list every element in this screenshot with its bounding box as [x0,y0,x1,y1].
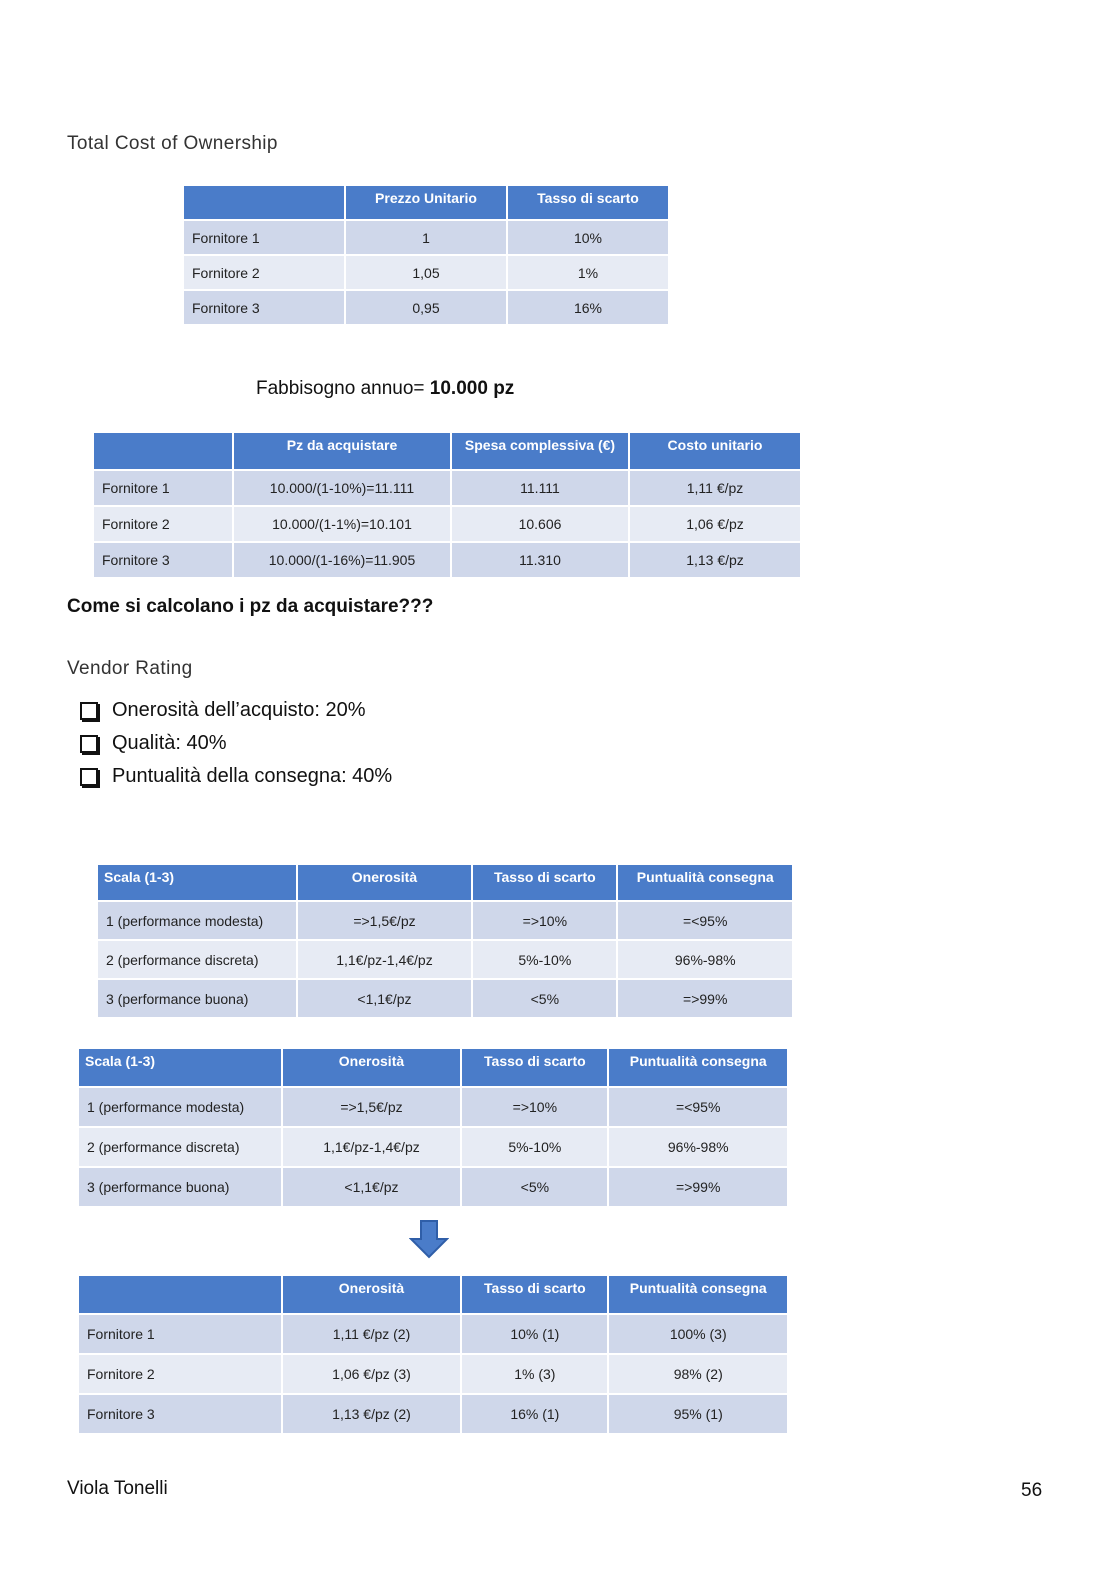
scale2-cell: =>10% [462,1088,607,1126]
table-row [184,221,668,254]
criterion-label: Qualità: 40% [112,732,227,754]
table2-cell: Fornitore 3 [94,543,232,577]
vendor-rating-heading: Vendor Rating [67,658,193,679]
scale2-cell: 96%-98% [609,1128,787,1166]
table-row [79,1088,787,1126]
scale2-cell: =>99% [609,1168,787,1206]
scale1-cell: <1,1€/pz [298,980,472,1017]
list-item [80,727,392,760]
scale1-cell: =<95% [618,902,792,939]
result-cell: 1% (3) [462,1355,607,1393]
table2-cell: 1,13 €/pz [630,543,800,577]
scale1-cell: 1 (performance modesta) [98,902,296,939]
tco-heading: Total Cost of Ownership [67,133,278,154]
table2-cell: 1,06 €/pz [630,507,800,541]
table-row [79,1315,787,1353]
price-scrap-table [182,184,670,326]
table-row [94,543,800,577]
result-cell: 95% (1) [609,1395,787,1433]
scale1-cell: =>1,5€/pz [298,902,472,939]
table2-cell: Fornitore 2 [94,507,232,541]
scale2-cell: 5%-10% [462,1128,607,1166]
table2-header-unit-cost: Costo unitario [630,433,800,469]
table-row [184,291,668,324]
table2-header-total-spend: Spesa complessiva (€) [452,433,628,469]
table1-header-price: Prezzo Unitario [346,186,506,219]
arrow-down-icon [409,1219,449,1259]
scale1-cell: =>99% [618,980,792,1017]
scale1-header-punctuality: Puntualità consegna [618,865,792,900]
table1-header-empty [184,186,344,219]
result-cell: Fornitore 2 [79,1355,281,1393]
scale1-cell: 1,1€/pz-1,4€/pz [298,941,472,978]
result-cell: 100% (3) [609,1315,787,1353]
result-cell: Fornitore 3 [79,1395,281,1433]
scale2-header-scrap: Tasso di scarto [462,1049,607,1086]
table2-cell: Fornitore 1 [94,471,232,505]
criterion-label: Puntualità della consegna: 40% [112,765,393,787]
scale1-header-scale: Scala (1-3) [98,865,296,900]
scale1-header-onerosita: Onerosità [298,865,472,900]
table-row [79,1355,787,1393]
result-header-empty [79,1276,281,1313]
scale2-header-punctuality: Puntualità consegna [609,1049,787,1086]
scale1-cell: 96%-98% [618,941,792,978]
scale1-cell: 3 (performance buona) [98,980,296,1017]
result-cell: 1,11 €/pz (2) [283,1315,461,1353]
result-header-punctuality: Puntualità consegna [609,1276,787,1313]
criteria-list [80,694,392,793]
scale2-cell: =>1,5€/pz [283,1088,461,1126]
result-header-scrap: Tasso di scarto [462,1276,607,1313]
annual-requirement-value: 10.000 pz [429,378,515,399]
result-cell: 98% (2) [609,1355,787,1393]
scale2-header-scale: Scala (1-3) [79,1049,281,1086]
scale2-cell: =<95% [609,1088,787,1126]
criterion-label: Onerosità dell’acquisto: 20% [112,699,366,721]
scale2-cell: 1,1€/pz-1,4€/pz [283,1128,461,1166]
table2-cell: 10.000/(1-10%)=11.111 [234,471,450,505]
table2-header-empty [94,433,232,469]
scale2-cell: 1 (performance modesta) [79,1088,281,1126]
page-number: 56 [1021,1480,1043,1501]
result-cell: 1,13 €/pz (2) [283,1395,461,1433]
table-row [94,471,800,505]
table2-cell: 10.000/(1-16%)=11.905 [234,543,450,577]
table-row [79,1168,787,1206]
purchase-cost-table [92,431,802,579]
result-cell: 1,06 €/pz (3) [283,1355,461,1393]
table2-cell: 11.111 [452,471,628,505]
table-row [79,1395,787,1433]
checkbox-bullet-icon [80,735,98,753]
table1-cell: Fornitore 1 [184,221,344,254]
annual-requirement-label: Fabbisogno annuo= [256,378,430,399]
scale1-header-scrap: Tasso di scarto [473,865,616,900]
annual-requirement [256,378,514,400]
footer-author: Viola Tonelli [67,1478,168,1499]
scale1-cell: 2 (performance discreta) [98,941,296,978]
checkbox-bullet-icon [80,702,98,720]
scale2-cell: <5% [462,1168,607,1206]
scale2-cell: 3 (performance buona) [79,1168,281,1206]
supplier-score-table [77,1274,789,1435]
scale2-cell: <1,1€/pz [283,1168,461,1206]
table1-cell: 1 [346,221,506,254]
scale2-cell: 2 (performance discreta) [79,1128,281,1166]
result-cell: 16% (1) [462,1395,607,1433]
table-row [79,1128,787,1166]
table-row [94,507,800,541]
table1-cell: Fornitore 2 [184,256,344,289]
scale1-cell: =>10% [473,902,616,939]
result-cell: Fornitore 1 [79,1315,281,1353]
table1-cell: 16% [508,291,668,324]
table1-header-scrap: Tasso di scarto [508,186,668,219]
checkbox-bullet-icon [80,768,98,786]
table1-cell: 10% [508,221,668,254]
table2-cell: 11.310 [452,543,628,577]
table1-cell: 1,05 [346,256,506,289]
table2-cell: 10.606 [452,507,628,541]
scale-table-2 [77,1047,789,1208]
question-text: Come si calcolano i pz da acquistare??? [67,596,434,617]
list-item [80,760,392,793]
scale1-cell: 5%-10% [473,941,616,978]
table1-cell: 1% [508,256,668,289]
list-item [80,694,392,727]
table-row [184,256,668,289]
result-header-onerosita: Onerosità [283,1276,461,1313]
table1-cell: 0,95 [346,291,506,324]
table2-cell: 10.000/(1-1%)=10.101 [234,507,450,541]
table-row [98,980,792,1017]
table2-header-pieces: Pz da acquistare [234,433,450,469]
table-row [98,941,792,978]
scale-table-1 [96,863,794,1019]
table2-cell: 1,11 €/pz [630,471,800,505]
scale1-cell: <5% [473,980,616,1017]
table1-cell: Fornitore 3 [184,291,344,324]
table-row [98,902,792,939]
scale2-header-onerosita: Onerosità [283,1049,461,1086]
result-cell: 10% (1) [462,1315,607,1353]
